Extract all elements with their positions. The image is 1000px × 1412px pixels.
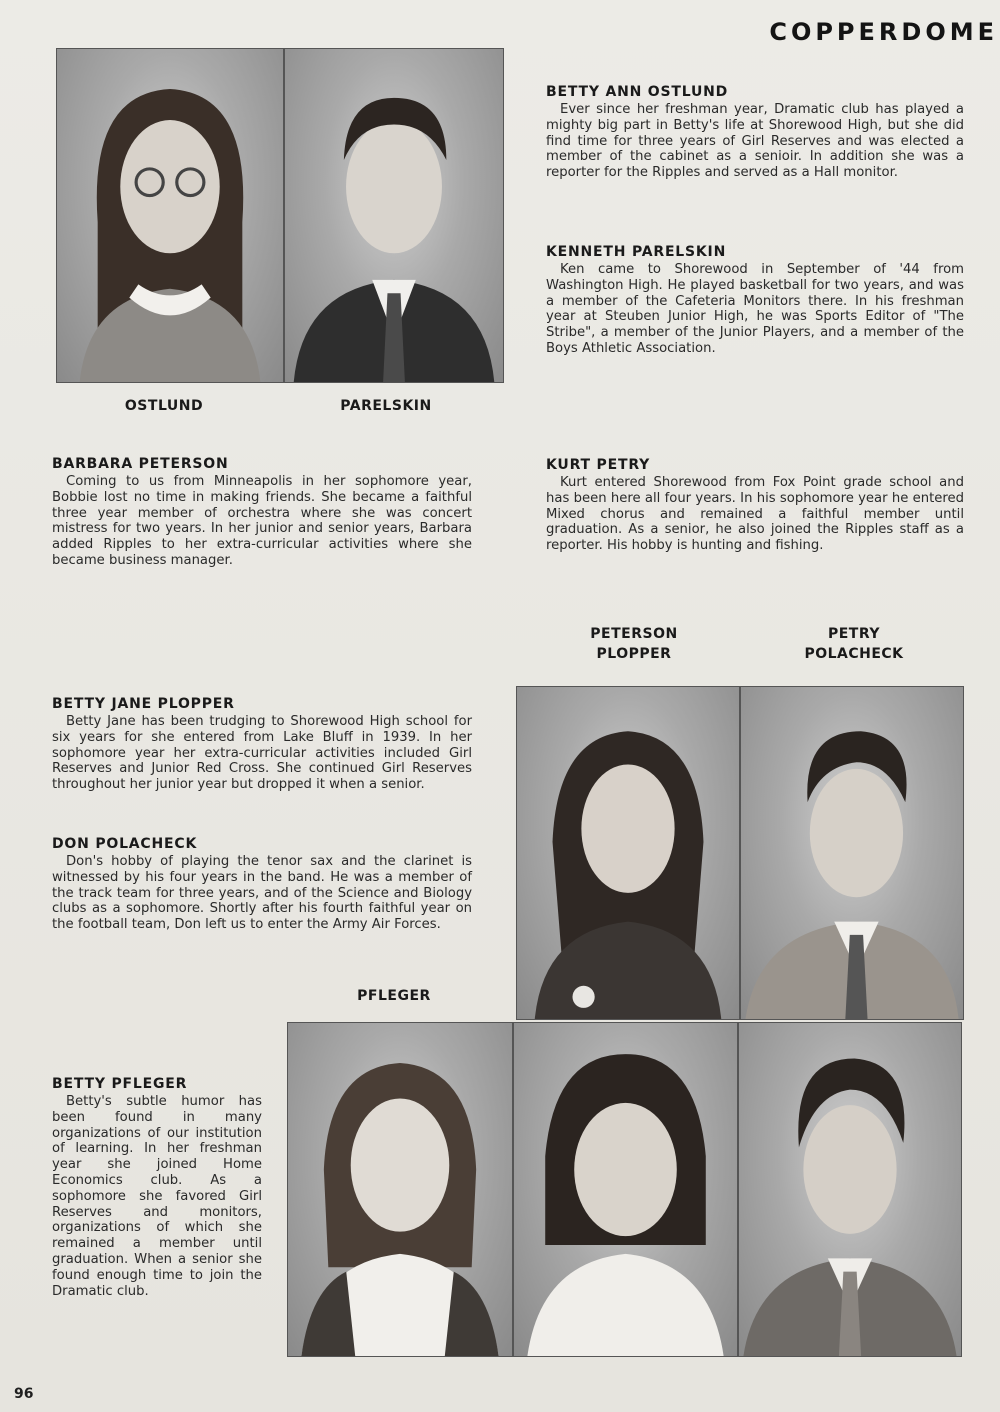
student-bio: Betty Jane has been trudging to Shorewood High school for six years for she entered from Lake Bluff in 1939. In her sophomore year her extra-curricular activities included Girl Reserves and Junior Red Cross. She continued Girl Reserves throughout her junior year but dropped it when a senior.: [52, 714, 472, 793]
caption-line: PETERSON: [590, 626, 678, 642]
student-bio: Coming to us from Minneapolis in her sophomore year, Bobbie lost no time in making friends. She became a faithful three year member of orchestra where she was concert mistress for two years. In her junior and senior years, Barbara added Ripples to her extra-curricular activities where she became business manager.: [52, 474, 472, 568]
bio-ostlund: [546, 84, 964, 181]
bio-peterson: [52, 456, 472, 569]
bio-polacheck: [52, 836, 472, 933]
portrait-peterson: [516, 686, 740, 1020]
portrait-petry: [740, 686, 964, 1020]
student-name: BETTY ANN OSTLUND: [546, 84, 729, 100]
student-bio: Kurt entered Shorewood from Fox Point grade school and has been here all four years. In his sophomore year he entered Mixed chorus and remained a faithful member until graduation. As a senior, he also joined the Ripples staff as a reporter. His hobby is hunting and fishing.: [546, 475, 964, 554]
student-bio: Don's hobby of playing the tenor sax and the clarinet is witnessed by his four years in the band. He was a member of the track team for three years, and of the Science and Biology clubs as a sophomore. Shortly after his fourth faithful year on the football team, Don left us to enter the Army Air Forces.: [52, 854, 472, 933]
student-bio: Ever since her freshman year, Dramatic club has played a mighty big part in Betty's life at Shorewood High, but she did find time for three years of Girl Reserves and was elected a member of the cabinet as a senioir. In addition she was a reporter for the Ripples and served as a Hall monitor.: [546, 102, 964, 181]
student-name: BETTY PFLEGER: [52, 1076, 188, 1092]
student-name: BETTY JANE PLOPPER: [52, 696, 235, 712]
caption-line: PLOPPER: [596, 646, 672, 662]
student-name: DON POLACHECK: [52, 836, 198, 852]
bio-plopper: [52, 696, 472, 793]
student-bio: Ken came to Shorewood in September of '44 from Washington High. He played basketball for two years, and was a member of the Cafeteria Monitors there. In his freshman year at Steuben Junior High, he was Sports Editor of "The Stribe", a member of the Junior Players, and a member of the Boys Athletic Association.: [546, 262, 964, 356]
caption-ostlund: OSTLUND: [124, 398, 204, 414]
student-name: KURT PETRY: [546, 457, 651, 473]
bio-parelskin: [546, 244, 964, 357]
caption-line: PETRY: [827, 626, 881, 642]
caption-line: POLACHECK: [804, 646, 904, 662]
student-bio: Betty's subtle humor has been found in many organizations of our institution of learning. In her freshman year she joined Home Economics club. As a sophomore she favored Girl Reserves and monitors, organizations of which she remained a member until graduation. When a senior she found enough time to join the Dramatic club.: [52, 1094, 262, 1299]
page-header-title: COPPERDOME: [769, 18, 998, 46]
caption-peterson-plopper: [566, 624, 702, 664]
caption-petry-polacheck: [786, 624, 922, 664]
bio-pfleger: [52, 1076, 262, 1299]
bio-petry: [546, 457, 964, 554]
portrait-pfleger: [287, 1022, 513, 1357]
portrait-plopper: [513, 1022, 738, 1357]
caption-parelskin: PARELSKIN: [340, 398, 432, 414]
portrait-ostlund: [56, 48, 284, 383]
student-name: KENNETH PARELSKIN: [546, 244, 727, 260]
student-name: BARBARA PETERSON: [52, 456, 229, 472]
page-number: 96: [14, 1386, 34, 1402]
portrait-polacheck: [738, 1022, 962, 1357]
caption-pfleger: PFLEGER: [357, 988, 431, 1004]
portrait-parelskin: [284, 48, 504, 383]
